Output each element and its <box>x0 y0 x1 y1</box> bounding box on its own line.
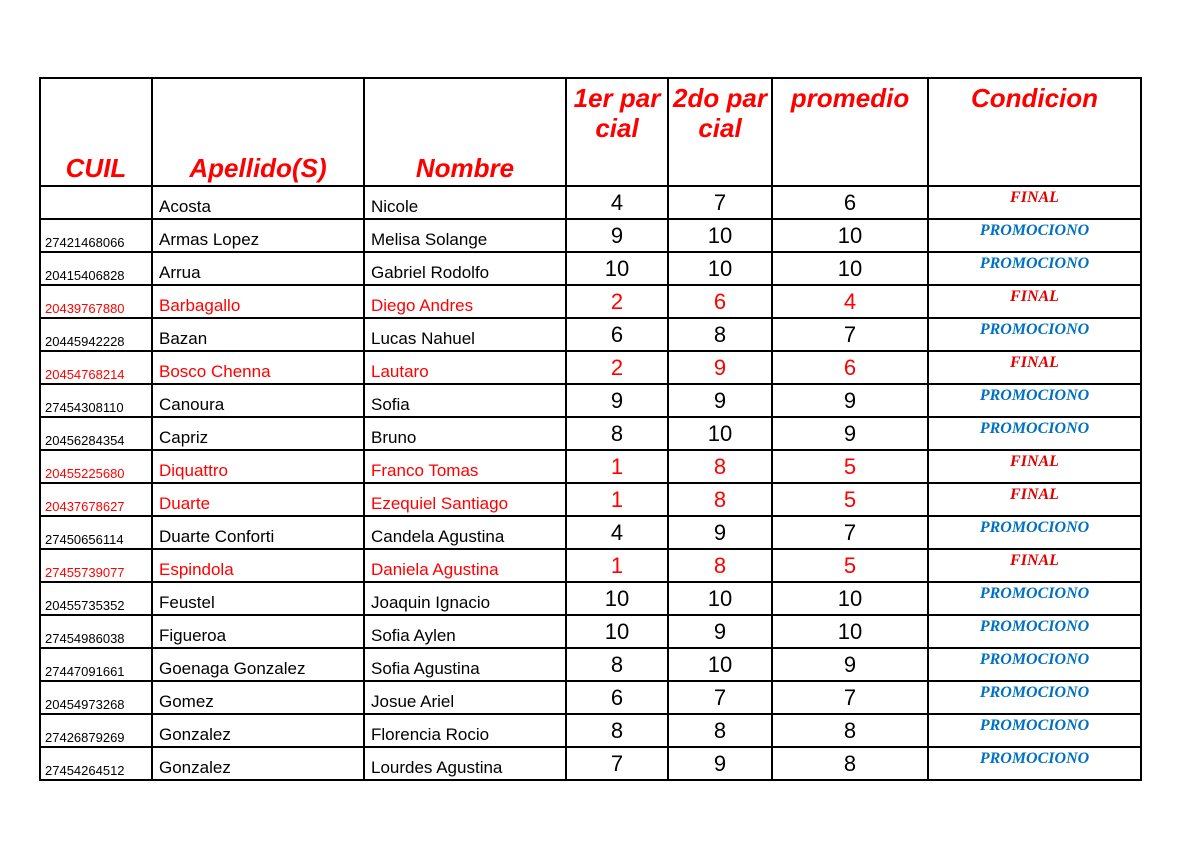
cell-apellido: Acosta <box>152 186 364 219</box>
cell-cuil: 27450656114 <box>40 516 152 549</box>
cell-cuil: 27426879269 <box>40 714 152 747</box>
cell-parcial-1: 8 <box>566 417 668 450</box>
cell-apellido: Gonzalez <box>152 714 364 747</box>
cell-apellido: Gonzalez <box>152 747 364 780</box>
table-row <box>40 483 1141 516</box>
cell-cuil: 27454264512 <box>40 747 152 780</box>
cell-parcial-2: 7 <box>668 681 772 714</box>
cell-nombre: Josue Ariel <box>364 681 566 714</box>
cell-parcial-1: 10 <box>566 615 668 648</box>
cell-apellido: Barbagallo <box>152 285 364 318</box>
header-parcial-2: 2do parcial <box>668 78 772 186</box>
cell-cuil: 20456284354 <box>40 417 152 450</box>
cell-promedio: 9 <box>772 417 928 450</box>
cell-condicion: PROMOCIONO <box>928 384 1141 417</box>
cell-cuil: 20455225680 <box>40 450 152 483</box>
cell-parcial-1: 1 <box>566 549 668 582</box>
cell-cuil: 27454308110 <box>40 384 152 417</box>
cell-cuil: 20454973268 <box>40 681 152 714</box>
cell-promedio: 9 <box>772 648 928 681</box>
cell-parcial-2: 10 <box>668 252 772 285</box>
cell-nombre: Gabriel Rodolfo <box>364 252 566 285</box>
cell-apellido: Duarte <box>152 483 364 516</box>
cell-cuil: 20445942228 <box>40 318 152 351</box>
table-row <box>40 615 1141 648</box>
table-row <box>40 516 1141 549</box>
cell-parcial-1: 9 <box>566 219 668 252</box>
cell-parcial-2: 8 <box>668 549 772 582</box>
table-row <box>40 582 1141 615</box>
table-row <box>40 417 1141 450</box>
cell-condicion: PROMOCIONO <box>928 582 1141 615</box>
cell-apellido: Canoura <box>152 384 364 417</box>
cell-cuil: 20455735352 <box>40 582 152 615</box>
header-promedio: promedio <box>772 78 928 186</box>
cell-condicion: PROMOCIONO <box>928 747 1141 780</box>
cell-promedio: 5 <box>772 450 928 483</box>
cell-promedio: 10 <box>772 219 928 252</box>
cell-nombre: Florencia Rocio <box>364 714 566 747</box>
cell-nombre: Lourdes Agustina <box>364 747 566 780</box>
cell-condicion: FINAL <box>928 285 1141 318</box>
table-row <box>40 252 1141 285</box>
cell-nombre: Bruno <box>364 417 566 450</box>
header-row <box>40 78 1141 186</box>
cell-parcial-1: 8 <box>566 714 668 747</box>
cell-promedio: 10 <box>772 252 928 285</box>
cell-promedio: 7 <box>772 318 928 351</box>
cell-parcial-1: 4 <box>566 186 668 219</box>
cell-parcial-2: 9 <box>668 351 772 384</box>
cell-promedio: 10 <box>772 615 928 648</box>
cell-parcial-2: 9 <box>668 747 772 780</box>
cell-parcial-1: 1 <box>566 483 668 516</box>
cell-parcial-2: 7 <box>668 186 772 219</box>
cell-parcial-2: 8 <box>668 714 772 747</box>
cell-apellido: Espindola <box>152 549 364 582</box>
cell-condicion: FINAL <box>928 450 1141 483</box>
header-apellido: Apellido(S) <box>152 78 364 186</box>
cell-parcial-1: 2 <box>566 285 668 318</box>
cell-cuil: 20437678627 <box>40 483 152 516</box>
cell-condicion: PROMOCIONO <box>928 219 1141 252</box>
cell-condicion: PROMOCIONO <box>928 714 1141 747</box>
cell-promedio: 8 <box>772 714 928 747</box>
cell-apellido: Diquattro <box>152 450 364 483</box>
table-row <box>40 549 1141 582</box>
cell-promedio: 7 <box>772 516 928 549</box>
table-row <box>40 318 1141 351</box>
table-row <box>40 351 1141 384</box>
cell-promedio: 10 <box>772 582 928 615</box>
cell-condicion: FINAL <box>928 483 1141 516</box>
cell-nombre: Candela Agustina <box>364 516 566 549</box>
cell-apellido: Arrua <box>152 252 364 285</box>
header-nombre: Nombre <box>364 78 566 186</box>
cell-promedio: 9 <box>772 384 928 417</box>
cell-condicion: PROMOCIONO <box>928 252 1141 285</box>
cell-apellido: Feustel <box>152 582 364 615</box>
cell-condicion: PROMOCIONO <box>928 681 1141 714</box>
cell-condicion: FINAL <box>928 186 1141 219</box>
cell-nombre: Sofia Agustina <box>364 648 566 681</box>
cell-parcial-1: 9 <box>566 384 668 417</box>
cell-parcial-2: 8 <box>668 318 772 351</box>
cell-nombre: Lautaro <box>364 351 566 384</box>
cell-promedio: 7 <box>772 681 928 714</box>
header-condicion: Condicion <box>928 78 1141 186</box>
cell-apellido: Bazan <box>152 318 364 351</box>
table-row <box>40 450 1141 483</box>
cell-cuil: 20439767880 <box>40 285 152 318</box>
cell-parcial-2: 10 <box>668 648 772 681</box>
table-row <box>40 186 1141 219</box>
cell-cuil: 20415406828 <box>40 252 152 285</box>
cell-parcial-1: 4 <box>566 516 668 549</box>
cell-parcial-2: 10 <box>668 582 772 615</box>
cell-cuil: 27421468066 <box>40 219 152 252</box>
cell-condicion: PROMOCIONO <box>928 417 1141 450</box>
cell-apellido: Bosco Chenna <box>152 351 364 384</box>
cell-apellido: Capriz <box>152 417 364 450</box>
cell-parcial-1: 10 <box>566 582 668 615</box>
table-row <box>40 714 1141 747</box>
cell-condicion: FINAL <box>928 549 1141 582</box>
cell-parcial-2: 9 <box>668 615 772 648</box>
cell-parcial-2: 8 <box>668 483 772 516</box>
cell-nombre: Ezequiel Santiago <box>364 483 566 516</box>
cell-promedio: 5 <box>772 483 928 516</box>
cell-promedio: 6 <box>772 351 928 384</box>
cell-parcial-1: 1 <box>566 450 668 483</box>
cell-nombre: Daniela Agustina <box>364 549 566 582</box>
cell-condicion: PROMOCIONO <box>928 615 1141 648</box>
cell-parcial-1: 6 <box>566 318 668 351</box>
cell-promedio: 4 <box>772 285 928 318</box>
cell-parcial-1: 6 <box>566 681 668 714</box>
cell-apellido: Figueroa <box>152 615 364 648</box>
cell-promedio: 6 <box>772 186 928 219</box>
table-row <box>40 219 1141 252</box>
cell-nombre: Lucas Nahuel <box>364 318 566 351</box>
cell-parcial-2: 6 <box>668 285 772 318</box>
header-cuil: CUIL <box>40 78 152 186</box>
cell-apellido: Gomez <box>152 681 364 714</box>
cell-nombre: Nicole <box>364 186 566 219</box>
table-row <box>40 681 1141 714</box>
cell-apellido: Duarte Conforti <box>152 516 364 549</box>
cell-cuil <box>40 186 152 219</box>
cell-parcial-1: 2 <box>566 351 668 384</box>
cell-parcial-2: 8 <box>668 450 772 483</box>
cell-promedio: 5 <box>772 549 928 582</box>
cell-nombre: Melisa Solange <box>364 219 566 252</box>
cell-apellido: Goenaga Gonzalez <box>152 648 364 681</box>
table-row <box>40 285 1141 318</box>
cell-apellido: Armas Lopez <box>152 219 364 252</box>
table-row <box>40 747 1141 780</box>
cell-parcial-2: 10 <box>668 417 772 450</box>
cell-cuil: 27447091661 <box>40 648 152 681</box>
table-row <box>40 384 1141 417</box>
cell-condicion: FINAL <box>928 351 1141 384</box>
cell-condicion: PROMOCIONO <box>928 648 1141 681</box>
cell-parcial-2: 9 <box>668 384 772 417</box>
cell-parcial-2: 9 <box>668 516 772 549</box>
cell-cuil: 27455739077 <box>40 549 152 582</box>
cell-nombre: Diego Andres <box>364 285 566 318</box>
cell-nombre: Joaquin Ignacio <box>364 582 566 615</box>
cell-parcial-1: 7 <box>566 747 668 780</box>
table-body <box>40 186 1141 780</box>
cell-parcial-1: 10 <box>566 252 668 285</box>
cell-cuil: 27454986038 <box>40 615 152 648</box>
cell-promedio: 8 <box>772 747 928 780</box>
cell-parcial-1: 8 <box>566 648 668 681</box>
cell-parcial-2: 10 <box>668 219 772 252</box>
cell-nombre: Franco Tomas <box>364 450 566 483</box>
cell-condicion: PROMOCIONO <box>928 318 1141 351</box>
header-parcial-1: 1er parcial <box>566 78 668 186</box>
cell-nombre: Sofia <box>364 384 566 417</box>
grades-table <box>39 77 1142 781</box>
table-row <box>40 648 1141 681</box>
cell-condicion: PROMOCIONO <box>928 516 1141 549</box>
cell-cuil: 20454768214 <box>40 351 152 384</box>
cell-nombre: Sofia Aylen <box>364 615 566 648</box>
